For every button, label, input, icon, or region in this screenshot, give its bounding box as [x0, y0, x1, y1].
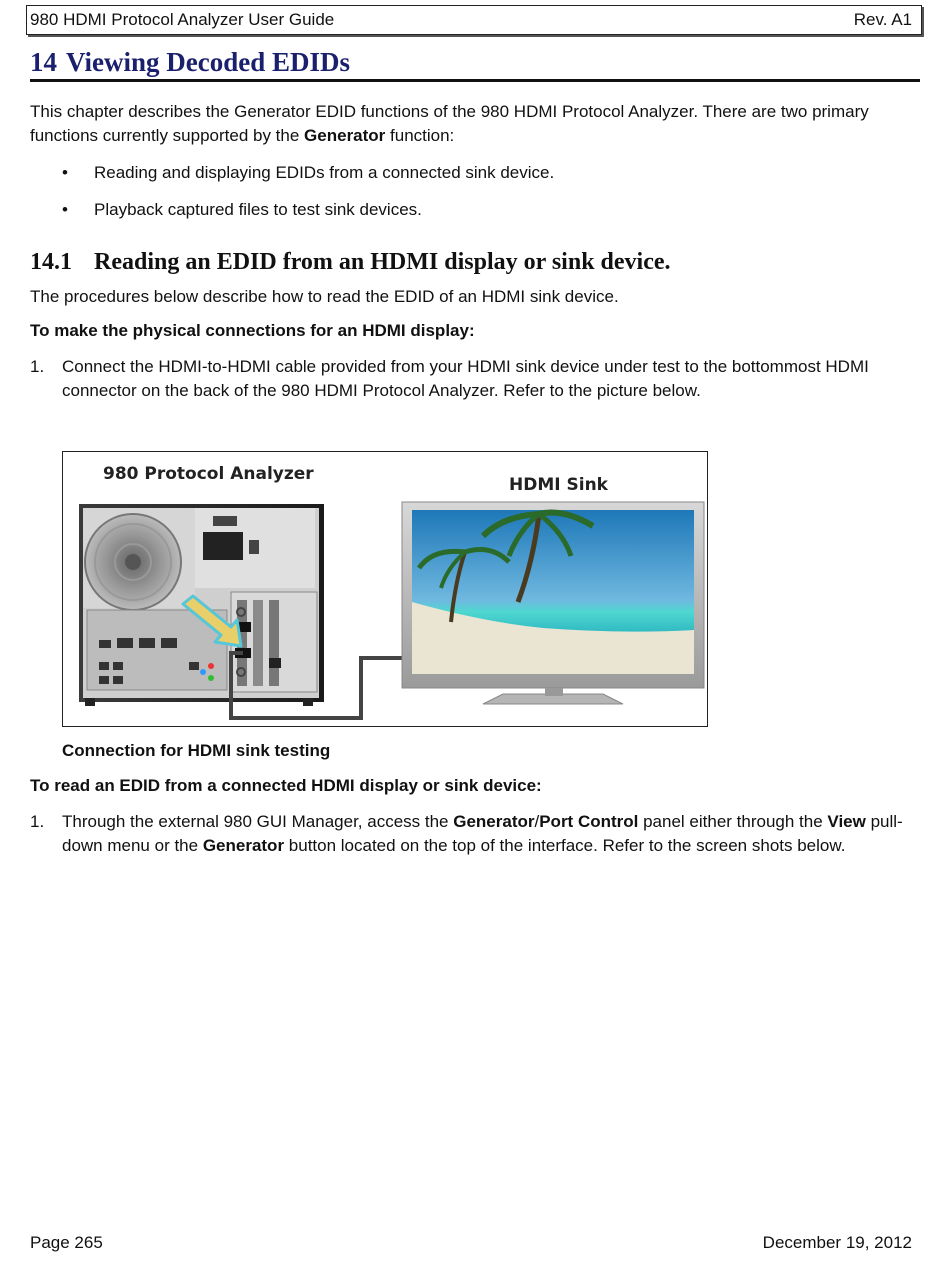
step-number: 1.: [30, 357, 45, 376]
document-date: December 19, 2012: [762, 1233, 912, 1252]
intro-text: This chapter describes the Generator EDID functions of the 980 HDMI Protocol Analyzer. There are two primary functions currently supported by the: [30, 102, 869, 145]
step-number: 1.: [30, 812, 45, 831]
step-text-part: Through the external 980 GUI Manager, access the: [62, 812, 454, 831]
chapter-heading: [30, 44, 920, 82]
bullet-dot-icon: •: [62, 200, 68, 219]
step-text: Connect the HDMI-to-HDMI cable provided from your HDMI sink device under test to the bottommost HDMI connector on the back of the 980 HDMI Protocol Analyzer. Refer to the picture below.: [62, 357, 869, 400]
chapter-number: 14: [30, 47, 57, 77]
bullet-text: Playback captured files to test sink devices.: [94, 200, 422, 219]
intro-bold: Generator: [304, 126, 386, 145]
view-term: View: [827, 812, 866, 831]
document-title: 980 HDMI Protocol Analyzer User Guide: [30, 10, 335, 29]
step-text-part: button located on the top of the interface. Refer to the screen shots below.: [284, 836, 846, 855]
step-text: [62, 810, 920, 858]
read-edid-subheading: To read an EDID from a connected HDMI display or sink device:: [30, 776, 542, 795]
chapter-title: Viewing Decoded EDIDs: [66, 47, 351, 77]
section-number: 14.1: [30, 249, 72, 275]
connection-illustration: [63, 452, 708, 727]
generator-button-term: Generator: [202, 836, 285, 855]
step-text-part: pull-down menu or the: [62, 812, 903, 855]
bullet-dot-icon: •: [62, 163, 68, 182]
section-description: The procedures below describe how to read the EDID of an HDMI sink device.: [30, 287, 619, 306]
page-header: [26, 5, 922, 35]
hdmi-sink-tv: [402, 502, 704, 704]
step-text-part: /: [534, 812, 540, 831]
generator-term: Generator: [453, 812, 535, 831]
step-text-part: panel either through the: [638, 812, 828, 831]
section-title: Reading an EDID from an HDMI display or sink device.: [94, 249, 671, 275]
page-number: Page 265: [30, 1233, 103, 1252]
bullet-text: Reading and displaying EDIDs from a connected sink device.: [94, 163, 555, 182]
analyzer-label: 980 Protocol Analyzer: [103, 464, 314, 484]
intro-paragraph: [30, 100, 920, 148]
revision-label: Rev. A1: [853, 10, 912, 29]
sink-label: HDMI Sink: [509, 475, 608, 495]
section-heading: [30, 246, 671, 278]
physical-connections-subheading: To make the physical connections for an HDMI display:: [30, 321, 475, 340]
port-control-term: Port Control: [539, 812, 639, 831]
connection-figure: [62, 451, 708, 727]
power-socket-icon: [203, 532, 243, 560]
intro-text-end: function:: [385, 126, 455, 145]
figure-caption: Connection for HDMI sink testing: [62, 741, 331, 760]
